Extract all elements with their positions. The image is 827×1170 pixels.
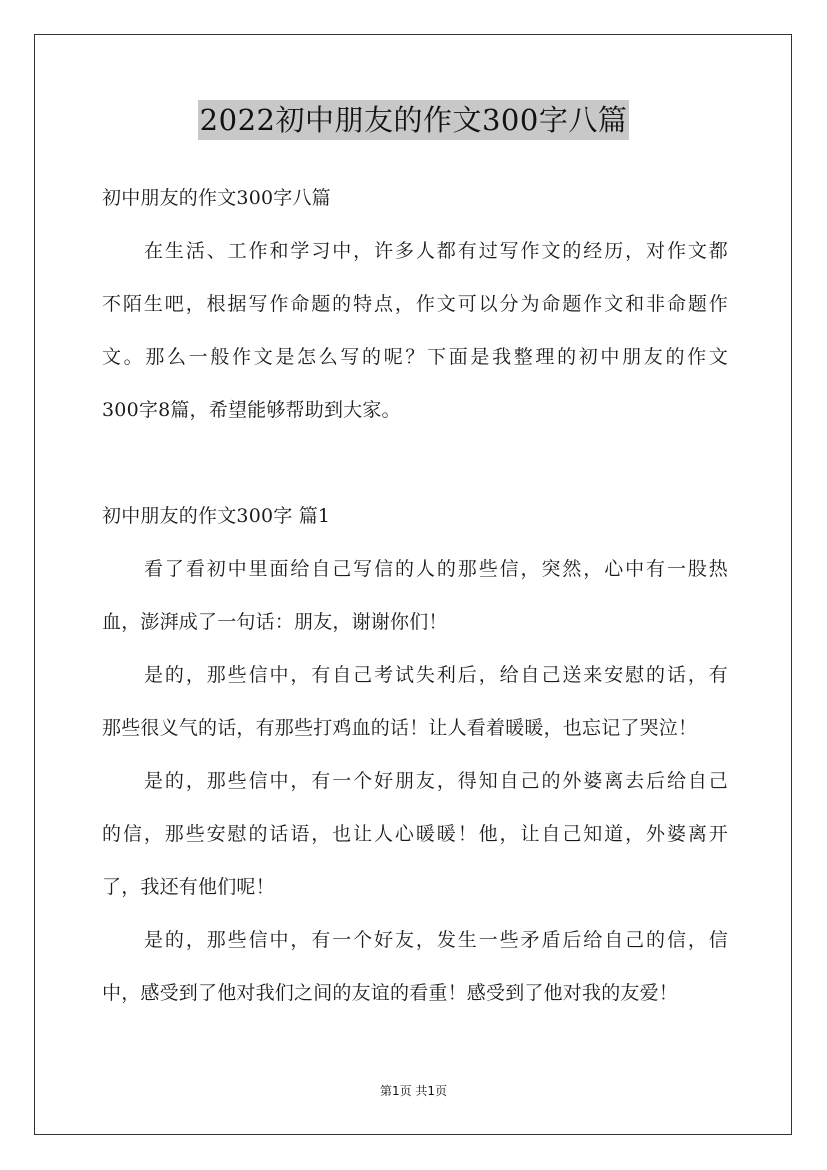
paragraph-line: 看了看初中里面给自己写信的人的那些信，突然，心中有一股热 (144, 558, 728, 580)
paragraph-line: 不陌生吧，根据写作命题的特点，作文可以分为命题作文和非命题作 (102, 293, 728, 315)
page-footer: 第1页 共1页 (379, 1084, 448, 1098)
title-container (0, 100, 827, 140)
document-title: 2022初中朋友的作文300字八篇 (198, 100, 630, 140)
body-paragraph (102, 755, 728, 914)
spacer (102, 437, 728, 490)
body-paragraph (102, 543, 728, 649)
paragraph-line: 300字8篇，希望能够帮助到大家。 (102, 399, 401, 421)
paragraph-line: 是的，那些信中，有一个好友，发生一些矛盾后给自己的信，信 (144, 929, 728, 951)
paragraph-line: 是的，那些信中，有一个好朋友，得知自己的外婆离去后给自己 (144, 770, 728, 792)
intro-paragraph (102, 225, 728, 437)
paragraph-line: 在生活、工作和学习中，许多人都有过写作文的经历，对作文都 (144, 240, 728, 262)
paragraph-line: 血，澎湃成了一句话：朋友，谢谢你们！ (102, 611, 448, 633)
document-body (102, 172, 728, 1020)
body-paragraph (102, 914, 728, 1020)
paragraph-line: 那些很义气的话，有那些打鸡血的话！让人看着暖暖，也忘记了哭泣！ (102, 717, 698, 739)
paragraph-line: 是的，那些信中，有自己考试失利后，给自己送来安慰的话，有 (144, 664, 728, 686)
paragraph-line: 文。那么一般作文是怎么写的呢？下面是我整理的初中朋友的作文 (102, 346, 728, 368)
paragraph-line: 的信，那些安慰的话语，也让人心暖暖！他，让自己知道，外婆离开 (102, 823, 728, 845)
section-heading: 初中朋友的作文300字 篇1 (102, 505, 331, 527)
paragraph-line: 了，我还有他们呢！ (102, 876, 275, 898)
body-paragraph (102, 649, 728, 755)
document-subtitle: 初中朋友的作文300字八篇 (102, 187, 331, 209)
paragraph-line: 中，感受到了他对我们之间的友谊的看重！感受到了他对我的友爱！ (102, 982, 679, 1004)
